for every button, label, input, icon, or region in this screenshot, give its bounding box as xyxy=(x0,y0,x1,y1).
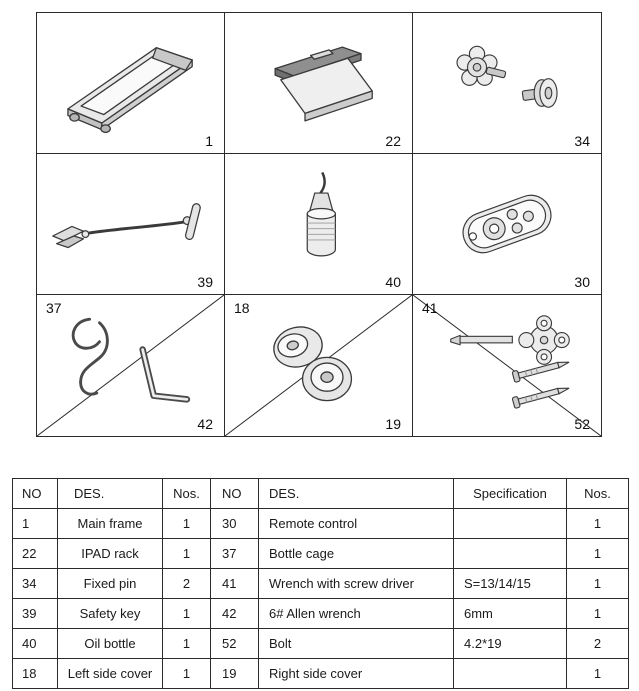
part-des-cell: Remote control xyxy=(259,509,454,539)
part-no-cell: 39 xyxy=(13,599,58,629)
part-qty-cell: 1 xyxy=(163,659,211,689)
part-qty-cell: 2 xyxy=(567,629,629,659)
part-no-cell: 42 xyxy=(211,599,259,629)
table-row xyxy=(13,659,629,689)
part-number: 37 xyxy=(46,300,62,316)
grid-cell-oil-bottle xyxy=(225,154,413,295)
grid-cell-fixed-pin xyxy=(413,13,601,154)
part-number: 52 xyxy=(574,416,590,432)
remote-control-illustration xyxy=(437,174,577,274)
table-row xyxy=(13,569,629,599)
right-side-cover-illustration xyxy=(292,348,362,410)
part-qty-cell: 1 xyxy=(163,629,211,659)
part-qty-cell: 1 xyxy=(567,509,629,539)
part-spec-cell xyxy=(454,509,567,539)
oil-bottle-illustration xyxy=(281,168,356,280)
part-spec-cell: 4.2*19 xyxy=(454,629,567,659)
part-no-cell: 30 xyxy=(211,509,259,539)
part-des-cell: Oil bottle xyxy=(58,629,163,659)
safety-key-illustration xyxy=(47,188,215,260)
part-des-cell: 6# Allen wrench xyxy=(259,599,454,629)
part-qty-cell: 1 xyxy=(567,599,629,629)
part-number: 42 xyxy=(197,416,213,432)
header-nos-left: Nos. xyxy=(163,479,211,509)
header-des-left: DES. xyxy=(58,479,163,509)
grid-cell-ipad-rack xyxy=(225,13,413,154)
part-no-cell: 1 xyxy=(13,509,58,539)
part-qty-cell: 1 xyxy=(567,569,629,599)
part-des-cell: Fixed pin xyxy=(58,569,163,599)
header-nos-right: Nos. xyxy=(567,479,629,509)
part-qty-cell: 1 xyxy=(163,539,211,569)
part-no-cell: 37 xyxy=(211,539,259,569)
ipad-rack-illustration xyxy=(249,31,389,136)
bolt-illustration xyxy=(505,352,583,410)
part-des-cell: Left side cover xyxy=(58,659,163,689)
part-des-cell: Bottle cage xyxy=(259,539,454,569)
part-number: 19 xyxy=(385,416,401,432)
part-spec-cell xyxy=(454,659,567,689)
part-number: 39 xyxy=(197,274,213,290)
part-no-cell: 22 xyxy=(13,539,58,569)
table-header-row xyxy=(13,479,629,509)
part-no-cell: 52 xyxy=(211,629,259,659)
part-des-cell: Right side cover xyxy=(259,659,454,689)
part-number: 22 xyxy=(385,133,401,149)
part-des-cell: Bolt xyxy=(259,629,454,659)
grid-cell-bottle-cage-allen-wrench xyxy=(37,295,225,436)
header-no-left: NO xyxy=(13,479,58,509)
allen-wrench-illustration xyxy=(126,344,198,416)
header-specification: Specification xyxy=(454,479,567,509)
part-number: 18 xyxy=(234,300,250,316)
part-des-cell: Safety key xyxy=(58,599,163,629)
header-des-right: DES. xyxy=(259,479,454,509)
grid-cell-wrench-bolt xyxy=(413,295,601,436)
grid-cell-main-frame xyxy=(37,13,225,154)
part-qty-cell: 1 xyxy=(567,539,629,569)
part-number: 41 xyxy=(422,300,438,316)
part-number: 30 xyxy=(574,274,590,290)
bottle-cage-illustration xyxy=(59,311,131,403)
grid-cell-safety-key xyxy=(37,154,225,295)
part-des-cell: Main frame xyxy=(58,509,163,539)
part-number: 34 xyxy=(574,133,590,149)
parts-illustration-grid xyxy=(36,12,602,437)
part-qty-cell: 2 xyxy=(163,569,211,599)
part-no-cell: 19 xyxy=(211,659,259,689)
table-row xyxy=(13,599,629,629)
part-no-cell: 41 xyxy=(211,569,259,599)
part-spec-cell: 6mm xyxy=(454,599,567,629)
part-number: 1 xyxy=(205,133,213,149)
part-qty-cell: 1 xyxy=(567,659,629,689)
grid-cell-side-covers xyxy=(225,295,413,436)
part-des-cell: Wrench with screw driver xyxy=(259,569,454,599)
part-number: 40 xyxy=(385,274,401,290)
grid-cell-remote-control xyxy=(413,154,601,295)
part-no-cell: 34 xyxy=(13,569,58,599)
part-qty-cell: 1 xyxy=(163,509,211,539)
part-qty-cell: 1 xyxy=(163,599,211,629)
part-spec-cell xyxy=(454,539,567,569)
part-no-cell: 40 xyxy=(13,629,58,659)
part-spec-cell: S=13/14/15 xyxy=(454,569,567,599)
table-row xyxy=(13,629,629,659)
table-row xyxy=(13,509,629,539)
part-des-cell: IPAD rack xyxy=(58,539,163,569)
parts-table xyxy=(12,478,629,689)
fixed-pin-illustration xyxy=(440,33,575,133)
main-frame-illustration xyxy=(51,24,211,142)
table-row xyxy=(13,539,629,569)
header-no-right: NO xyxy=(211,479,259,509)
part-no-cell: 18 xyxy=(13,659,58,689)
